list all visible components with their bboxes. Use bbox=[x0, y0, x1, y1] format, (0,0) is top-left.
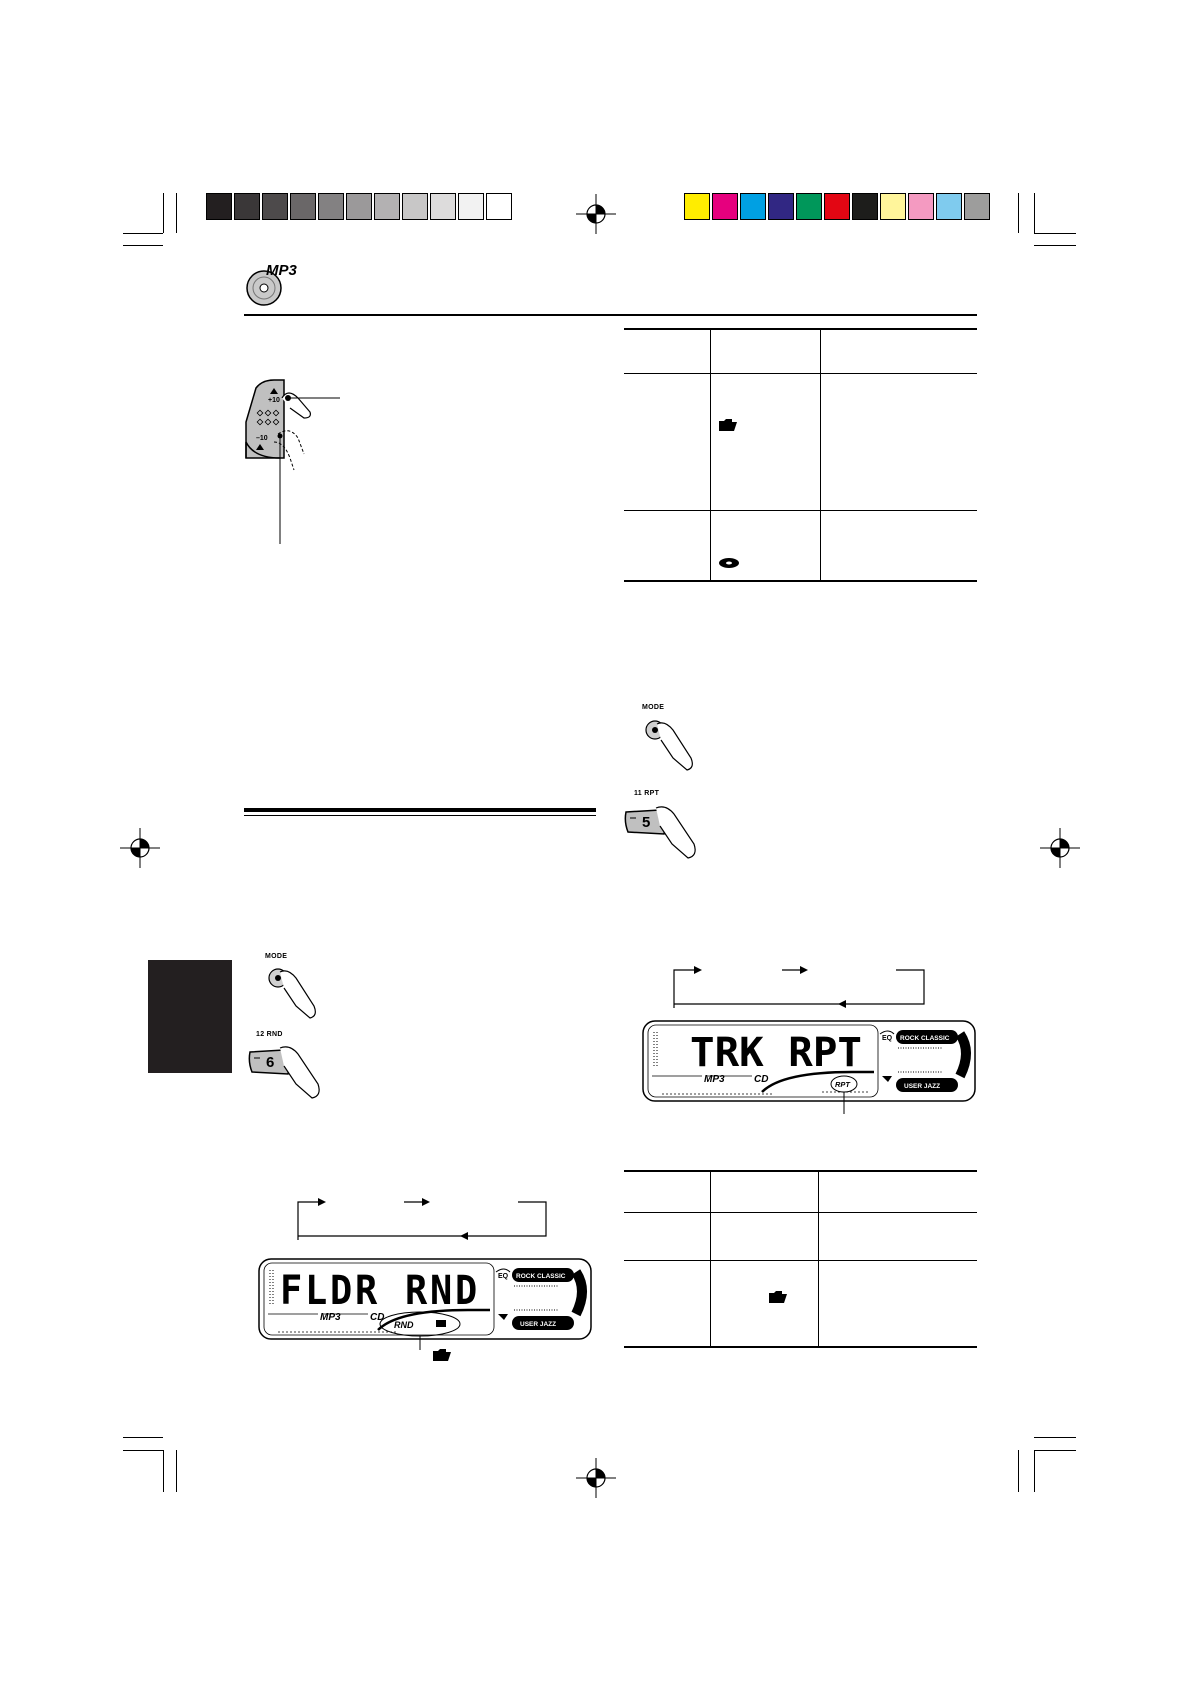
random-button-press-icon[interactable] bbox=[248, 1044, 338, 1104]
gray-swatch bbox=[486, 193, 512, 220]
svg-text:ROCK CLASSIC: ROCK CLASSIC bbox=[900, 1035, 950, 1042]
registration-target-bottom bbox=[576, 1458, 616, 1498]
registration-target-top bbox=[576, 194, 616, 234]
color-swatch bbox=[852, 193, 878, 220]
gray-swatch bbox=[402, 193, 428, 220]
svg-text:CD: CD bbox=[754, 1074, 769, 1085]
remote-control-illustration bbox=[240, 378, 350, 548]
color-swatch bbox=[796, 193, 822, 220]
repeat-button-label: 11 RPT bbox=[634, 790, 660, 797]
gray-swatch bbox=[318, 193, 344, 220]
svg-text:RPT: RPT bbox=[835, 1080, 850, 1089]
svg-text:EQ: EQ bbox=[882, 1035, 893, 1042]
svg-text:RND: RND bbox=[394, 1320, 414, 1330]
folder-icon bbox=[718, 418, 738, 432]
svg-text:USER JAZZ: USER JAZZ bbox=[904, 1083, 941, 1090]
header-rule bbox=[244, 314, 977, 316]
gray-swatch bbox=[430, 193, 456, 220]
repeat-lcd-display bbox=[642, 1020, 976, 1102]
mode-button-label: MODE bbox=[642, 704, 665, 711]
color-swatch bbox=[936, 193, 962, 220]
folder-icon bbox=[432, 1348, 452, 1362]
svg-text:USER JAZZ: USER JAZZ bbox=[520, 1321, 557, 1328]
color-swatch bbox=[712, 193, 738, 220]
gray-swatch bbox=[458, 193, 484, 220]
gray-swatch bbox=[346, 193, 372, 220]
svg-text:6: 6 bbox=[266, 1054, 275, 1071]
svg-text:CD: CD bbox=[370, 1312, 385, 1323]
mp3-badge: MP3 bbox=[266, 262, 297, 279]
mode-button-press-icon[interactable] bbox=[643, 718, 713, 776]
svg-text:FLDR RND: FLDR RND bbox=[280, 1268, 480, 1314]
random-lcd-display bbox=[258, 1258, 592, 1340]
svg-text:EQ: EQ bbox=[498, 1273, 509, 1280]
color-swatch bbox=[684, 193, 710, 220]
svg-text:TRK RPT: TRK RPT bbox=[690, 1030, 862, 1076]
color-swatch bbox=[824, 193, 850, 220]
color-swatch bbox=[908, 193, 934, 220]
gray-swatch bbox=[206, 193, 232, 220]
section-rule-left-thin bbox=[244, 815, 596, 816]
language-tab bbox=[148, 960, 232, 1073]
disc-icon bbox=[718, 556, 740, 570]
gray-swatch bbox=[290, 193, 316, 220]
svg-text:MP3: MP3 bbox=[320, 1312, 341, 1323]
gray-swatch bbox=[374, 193, 400, 220]
random-mode-cycle-arrows bbox=[296, 1196, 550, 1242]
repeat-button-press-icon[interactable] bbox=[624, 804, 714, 864]
repeat-mode-cycle-arrows bbox=[672, 964, 928, 1010]
color-swatch bbox=[740, 193, 766, 220]
svg-text:MP3: MP3 bbox=[704, 1074, 725, 1085]
registration-target-left bbox=[120, 828, 160, 868]
svg-text:5: 5 bbox=[642, 814, 651, 831]
color-swatch bbox=[768, 193, 794, 220]
color-swatch bbox=[964, 193, 990, 220]
mode-button-press-icon[interactable] bbox=[266, 966, 336, 1024]
mode-button-label: MODE bbox=[265, 953, 288, 960]
random-button-label: 12 RND bbox=[256, 1031, 283, 1038]
gray-swatch bbox=[234, 193, 260, 220]
svg-text:+10: +10 bbox=[268, 397, 280, 404]
section-rule-left bbox=[244, 808, 596, 812]
svg-text:–10: –10 bbox=[256, 435, 268, 442]
folder-icon bbox=[768, 1290, 788, 1304]
color-swatch bbox=[880, 193, 906, 220]
svg-text:ROCK CLASSIC: ROCK CLASSIC bbox=[516, 1273, 566, 1280]
registration-target-right bbox=[1040, 828, 1080, 868]
gray-swatch bbox=[262, 193, 288, 220]
